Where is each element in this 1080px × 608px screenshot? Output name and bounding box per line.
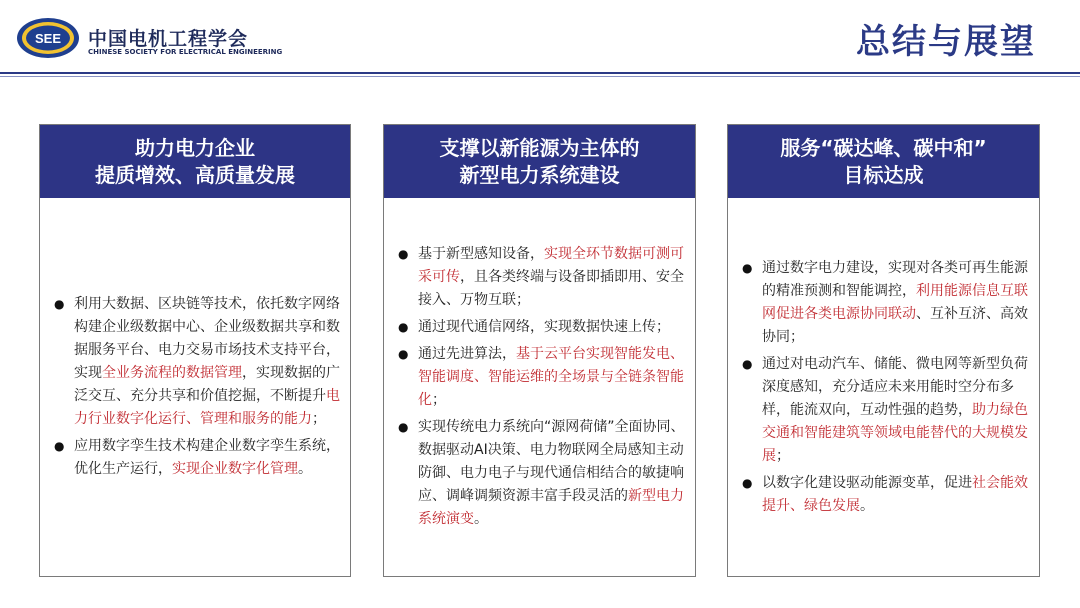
body-text: 实现传统电力系统向“源网荷储”全面协同、数据驱动AI决策、电力物联网全局感知主动防御、电力电子与现代通信相结合的敏捷响应、调峰调频资源丰富手段灵活的 xyxy=(418,419,685,504)
highlight-text: 社会能效提升、绿色发展 xyxy=(762,474,1028,514)
bullet-dot-icon: ● xyxy=(742,356,753,371)
body-text: 通过先进算法， xyxy=(418,346,516,362)
org-name-cn: 中国电机工程学会 xyxy=(88,28,249,50)
body-text: 通过对电动汽车、储能、微电网等新型负荷深度感知，充分适应未来用能时空分布多样，能流双向，互动性强的趋势， xyxy=(762,355,1028,418)
body-text: 利用大数据、区块链等技术，依托数字网络构建企业级数据中心、企业级数据共享和数据服务平台、电力交易市场技术支持平台，实现 xyxy=(74,296,340,381)
bullet-dot-icon: ● xyxy=(54,297,65,311)
card-body xyxy=(40,198,350,576)
body-text: 以数字化建设驱动能源变革，促进 xyxy=(762,474,972,491)
org-name-en: CHINESE SOCIETY FOR ELECTRICAL ENGINEERING xyxy=(88,48,283,56)
body-text: ，且各类终端与设备即插即用、安全接入、万物互联； xyxy=(418,269,684,308)
body-text: ； xyxy=(432,392,446,408)
body-text: ，实现数据的广泛交互、充分共享和价值挖掘，不断提升 xyxy=(74,365,340,404)
bullet-dot-icon: ● xyxy=(398,420,409,434)
header xyxy=(0,0,1080,80)
highlight-text: 利用能源信息互联网促进各类电源协同联动 xyxy=(762,282,1028,322)
body-text: 、互补互济、高效协同； xyxy=(762,305,1028,345)
highlight-text: 实现企业数字化管理 xyxy=(172,461,298,477)
bullet-text xyxy=(418,316,685,339)
bullet-dot-icon: ● xyxy=(742,260,753,275)
body-text: 。 xyxy=(474,511,488,527)
bullet-dot-icon: ● xyxy=(54,439,65,453)
card-enterprise-quality xyxy=(39,124,351,577)
highlight-text: 新型电力系统演变 xyxy=(418,488,684,527)
bullet-item xyxy=(742,257,1029,349)
bullet-text xyxy=(418,243,685,312)
bullet-item xyxy=(54,293,340,431)
header-divider xyxy=(0,72,1080,74)
highlight-text: 实现全环节数据可测可采可传 xyxy=(418,246,684,285)
body-text: ； xyxy=(776,447,790,464)
bullet-text xyxy=(762,353,1029,468)
bullet-text xyxy=(74,293,340,431)
card-new-power-system xyxy=(383,124,696,577)
highlight-text: 电力行业数字化运行、管理和服务的能力 xyxy=(74,388,340,427)
body-text: 基于新型感知设备， xyxy=(418,246,544,262)
bullet-item xyxy=(398,316,685,339)
bullet-item xyxy=(398,243,685,312)
bullet-text xyxy=(762,472,1029,518)
card-carbon-goals xyxy=(727,124,1040,577)
body-text: 应用数字孪生技术构建企业数字孪生系统，优化生产运行， xyxy=(74,438,340,477)
see-logo xyxy=(16,16,80,60)
bullet-item xyxy=(54,435,340,481)
card-heading: 支撑以新能源为主体的 新型电力系统建设 xyxy=(384,125,695,198)
bullet-dot-icon: ● xyxy=(398,320,409,334)
highlight-text: 全业务流程的数据管理 xyxy=(102,365,242,381)
bullet-dot-icon: ● xyxy=(398,347,409,361)
card-body xyxy=(728,198,1039,576)
body-text: 。 xyxy=(860,497,874,514)
bullet-item xyxy=(398,416,685,531)
bullet-item xyxy=(398,343,685,412)
highlight-text: 基于云平台实现智能发电、智能调度、智能运维的全场景与全链条智能化 xyxy=(418,346,684,408)
body-text: 。 xyxy=(298,461,312,477)
body-text: ； xyxy=(312,411,326,427)
page-title: 总结与展望 xyxy=(856,22,1036,62)
header-divider-thin xyxy=(0,76,1080,77)
card-heading: 服务“碳达峰、碳中和” 目标达成 xyxy=(728,125,1039,198)
bullet-text xyxy=(418,343,685,412)
bullet-dot-icon: ● xyxy=(398,247,409,261)
body-text: 通过数字电力建设，实现对各类可再生能源的精准预测和智能调控， xyxy=(762,259,1028,299)
body-text: 通过现代通信网络，实现数据快速上传； xyxy=(418,319,670,335)
bullet-item xyxy=(742,472,1029,518)
bullet-text xyxy=(418,416,685,531)
bullet-item xyxy=(742,353,1029,468)
card-heading: 助力电力企业 提质增效、高质量发展 xyxy=(40,125,350,198)
card-body xyxy=(384,198,695,576)
bullet-text xyxy=(74,435,340,481)
bullet-dot-icon: ● xyxy=(742,475,753,490)
bullet-text xyxy=(762,257,1029,349)
highlight-text: 助力绿色交通和智能建筑等领域电能替代的大规模发展 xyxy=(762,401,1028,464)
logo-text: SEE xyxy=(34,31,62,46)
